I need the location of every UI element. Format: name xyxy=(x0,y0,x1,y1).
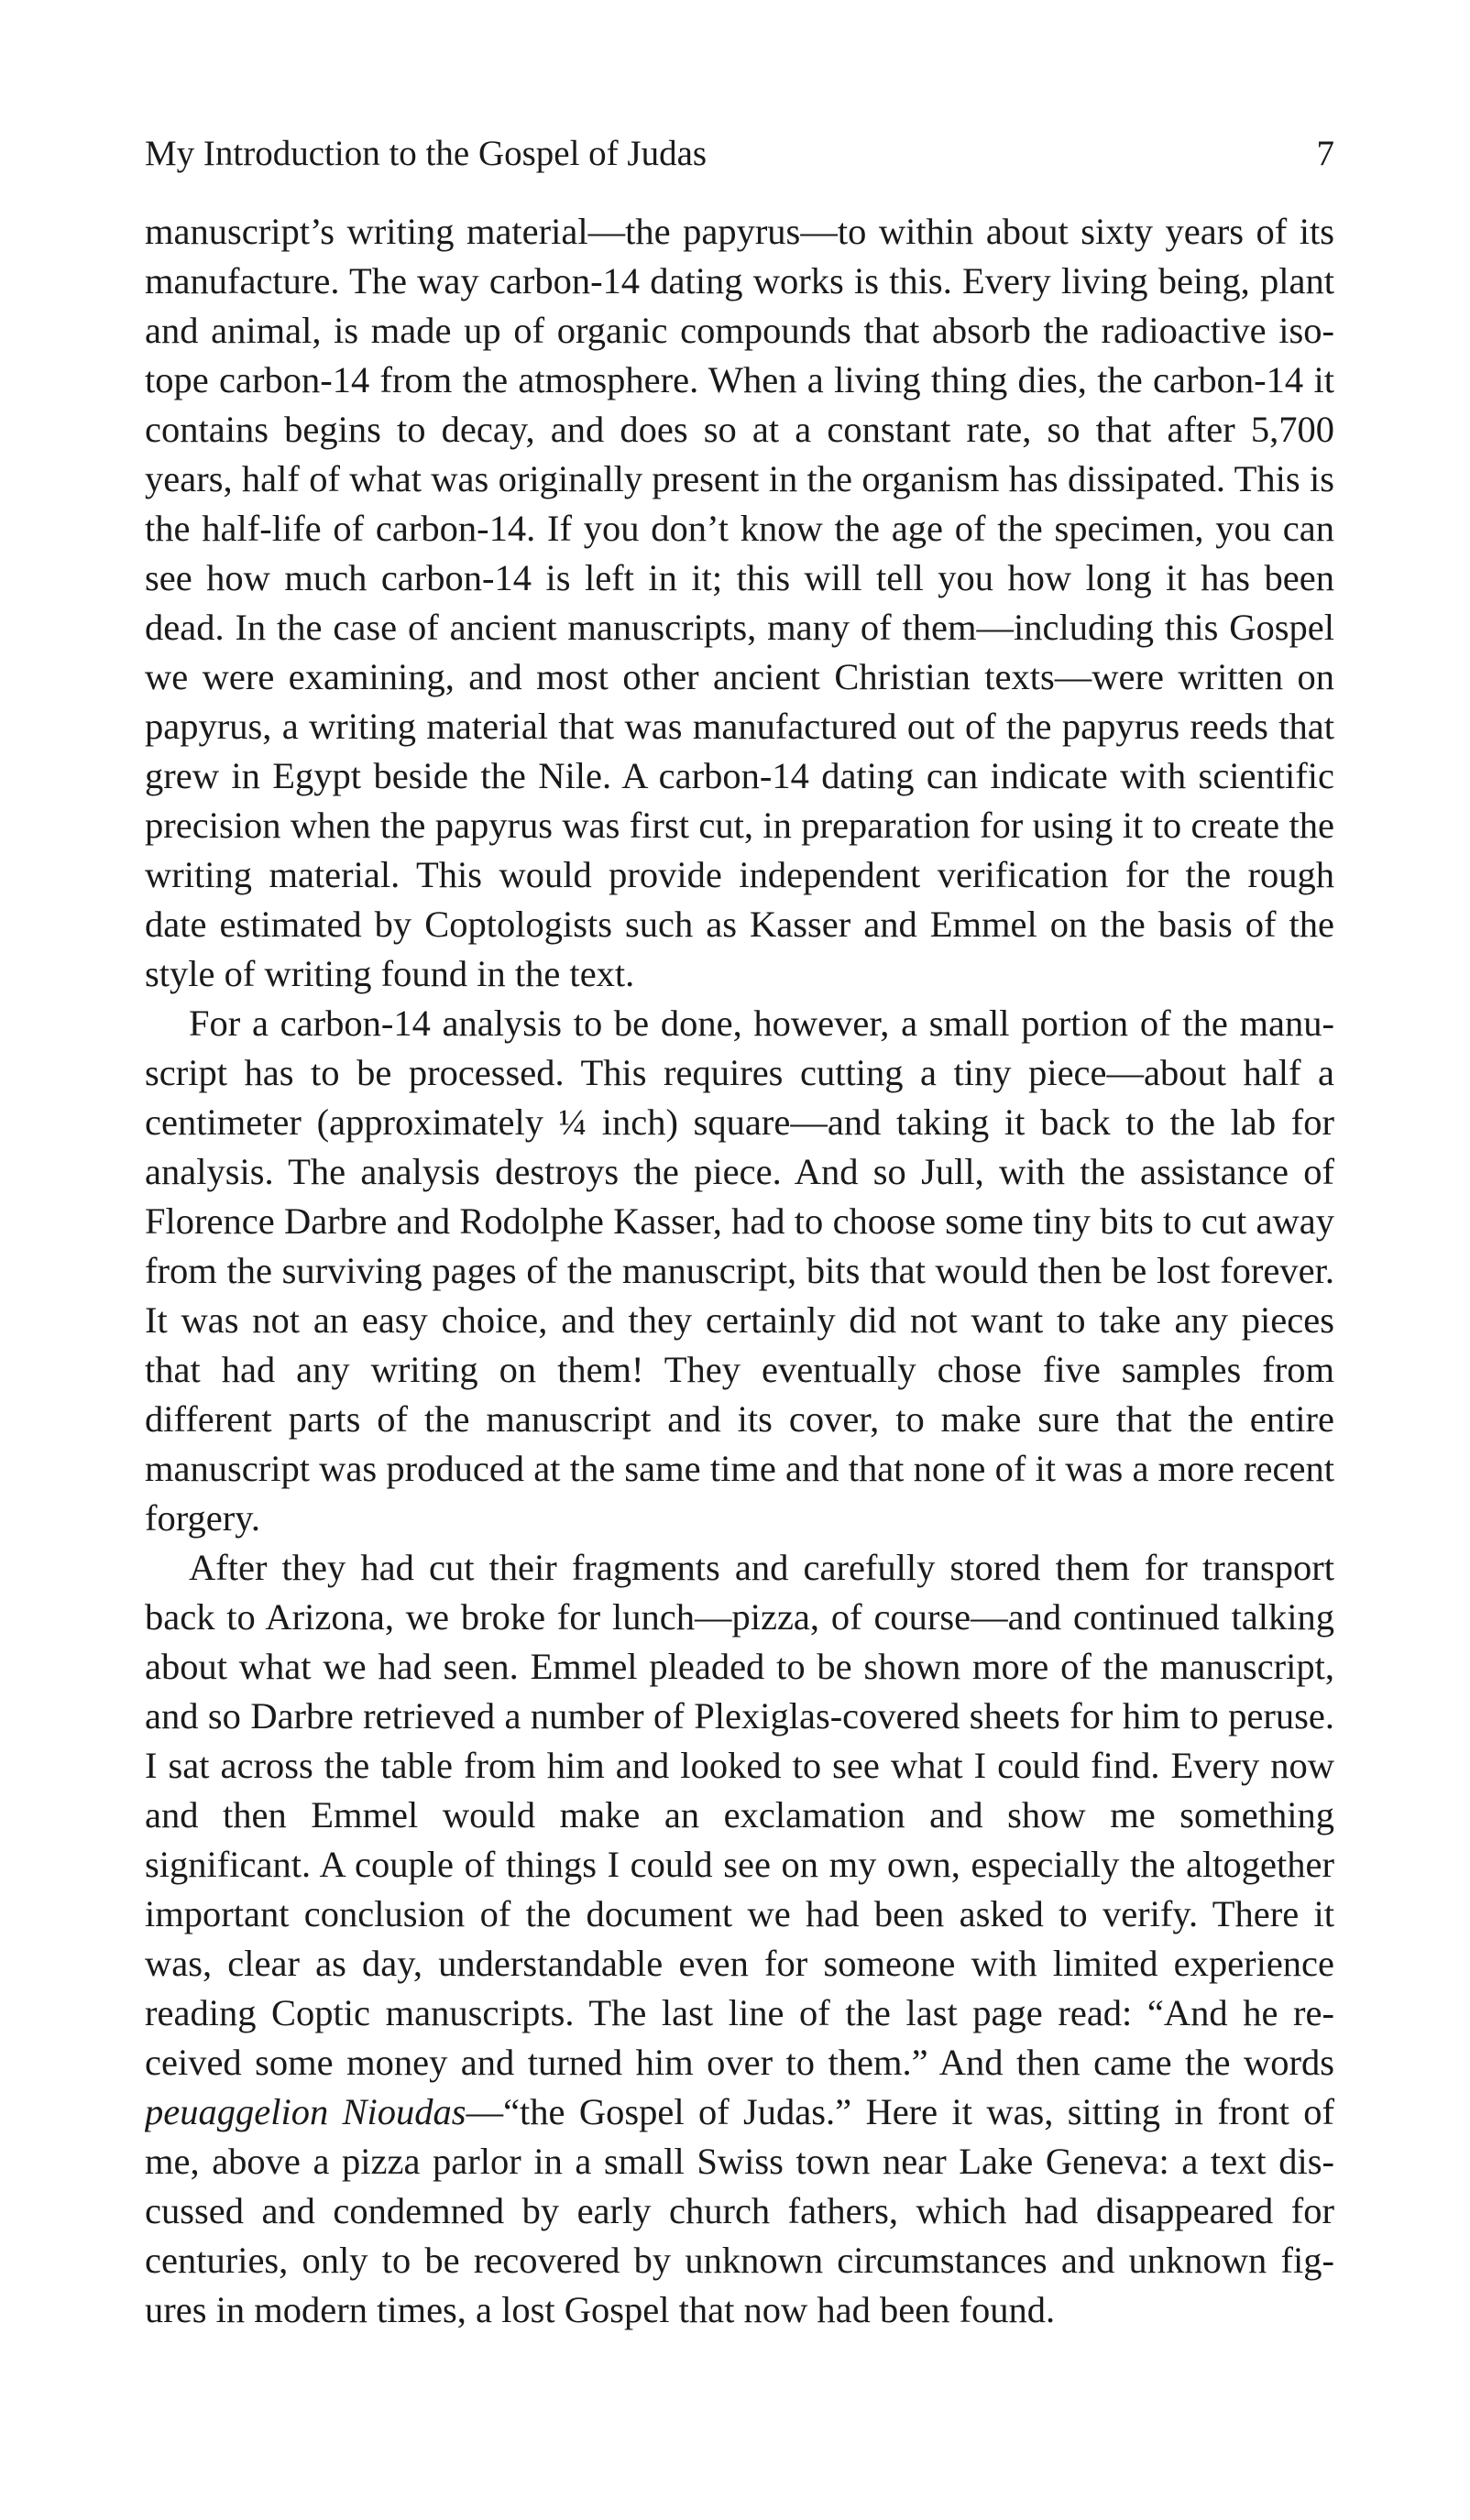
transliteration-italic: peuaggelion Nioudas xyxy=(145,2091,466,2132)
body-text xyxy=(145,207,1334,2335)
running-title: My Introduction to the Gospel of Judas xyxy=(145,134,708,173)
page-number: 7 xyxy=(1316,134,1334,173)
paragraph-3 xyxy=(145,1543,1334,2335)
paragraph-3-text: After they had cut their fragments and carefully stored them for transport back to Arizona, we broke for lunch—pizza, of course—and continued talking about what we had seen. Emmel pleaded to be shown more of the manuscript, and so Darbre retrieved a number of Plexiglas-covered sheets for him to peruse. I sat across the table from him and looked to see what I could find. Every now and then Emmel would make an exclamation and show me something significant. A couple of things I could see on my own, especially the altogether important conclusion of the document we had been asked to verify. There it was, clear as day, understandable even for someone with limited experience reading Coptic manuscripts. The last line of the last page read: “And he received some money and turned him over to them.” And then came the words xyxy=(145,1547,1334,2083)
book-page xyxy=(145,126,1334,2472)
paragraph-3-tail: —“the Gospel of Judas.” Here it was, sitting in front of me, above a pizza parlor in a small Swiss town near Lake Geneva: a text discussed and condemned by early church fathers, which had disappeared for centuries, only to be recovered by unknown circumstances and unknown figures in modern times, a lost Gospel that now had been found. xyxy=(145,2091,1334,2330)
running-head xyxy=(145,126,1334,181)
paragraph-2: For a carbon-14 analysis to be done, however, a small portion of the manuscript has to be processed. This requires cutting a tiny piece—about half a centimeter (approximately ¼ inch) square—and taking it back to the lab for analysis. The analysis destroys the piece. And so Jull, with the assistance of Florence Darbre and Rodolphe Kasser, had to choose some tiny bits to cut away from the surviving pages of the manuscript, bits that would then be lost forever. It was not an easy choice, and they certainly did not want to take any pieces that had any writing on them! They eventually chose five samples from different parts of the manuscript and its cover, to make sure that the entire manuscript was produced at the same time and that none of it was a more recent forgery. xyxy=(145,1003,1334,1539)
paragraph-1: manuscript’s writing material—the papyrus—to within about sixty years of its manufacture. The way carbon-14 dating works is this. Every living being, plant and animal, is made up of organic compounds that absorb the radioactive isotope carbon-14 from the atmosphere. When a living thing dies, the carbon-14 it contains begins to decay, and does so at a constant rate, so that after 5,700 years, half of what was originally present in the organism has dissipated. This is the half-life of carbon-14. If you don’t know the age of the specimen, you can see how much carbon-14 is left in it; this will tell you how long it has been dead. In the case of ancient manuscripts, many of them—including this Gospel we were examining, and most other ancient Christian texts—were written on papyrus, a writing material that was manufactured out of the papyrus reeds that grew in Egypt beside the Nile. A carbon-14 dating can indicate with scientific precision when the papyrus was first cut, in preparation for using it to create the writing material. This would provide independent verification for the rough date estimated by Coptologists such as Kasser and Emmel on the basis of the style of writing found in the text. xyxy=(145,211,1334,994)
